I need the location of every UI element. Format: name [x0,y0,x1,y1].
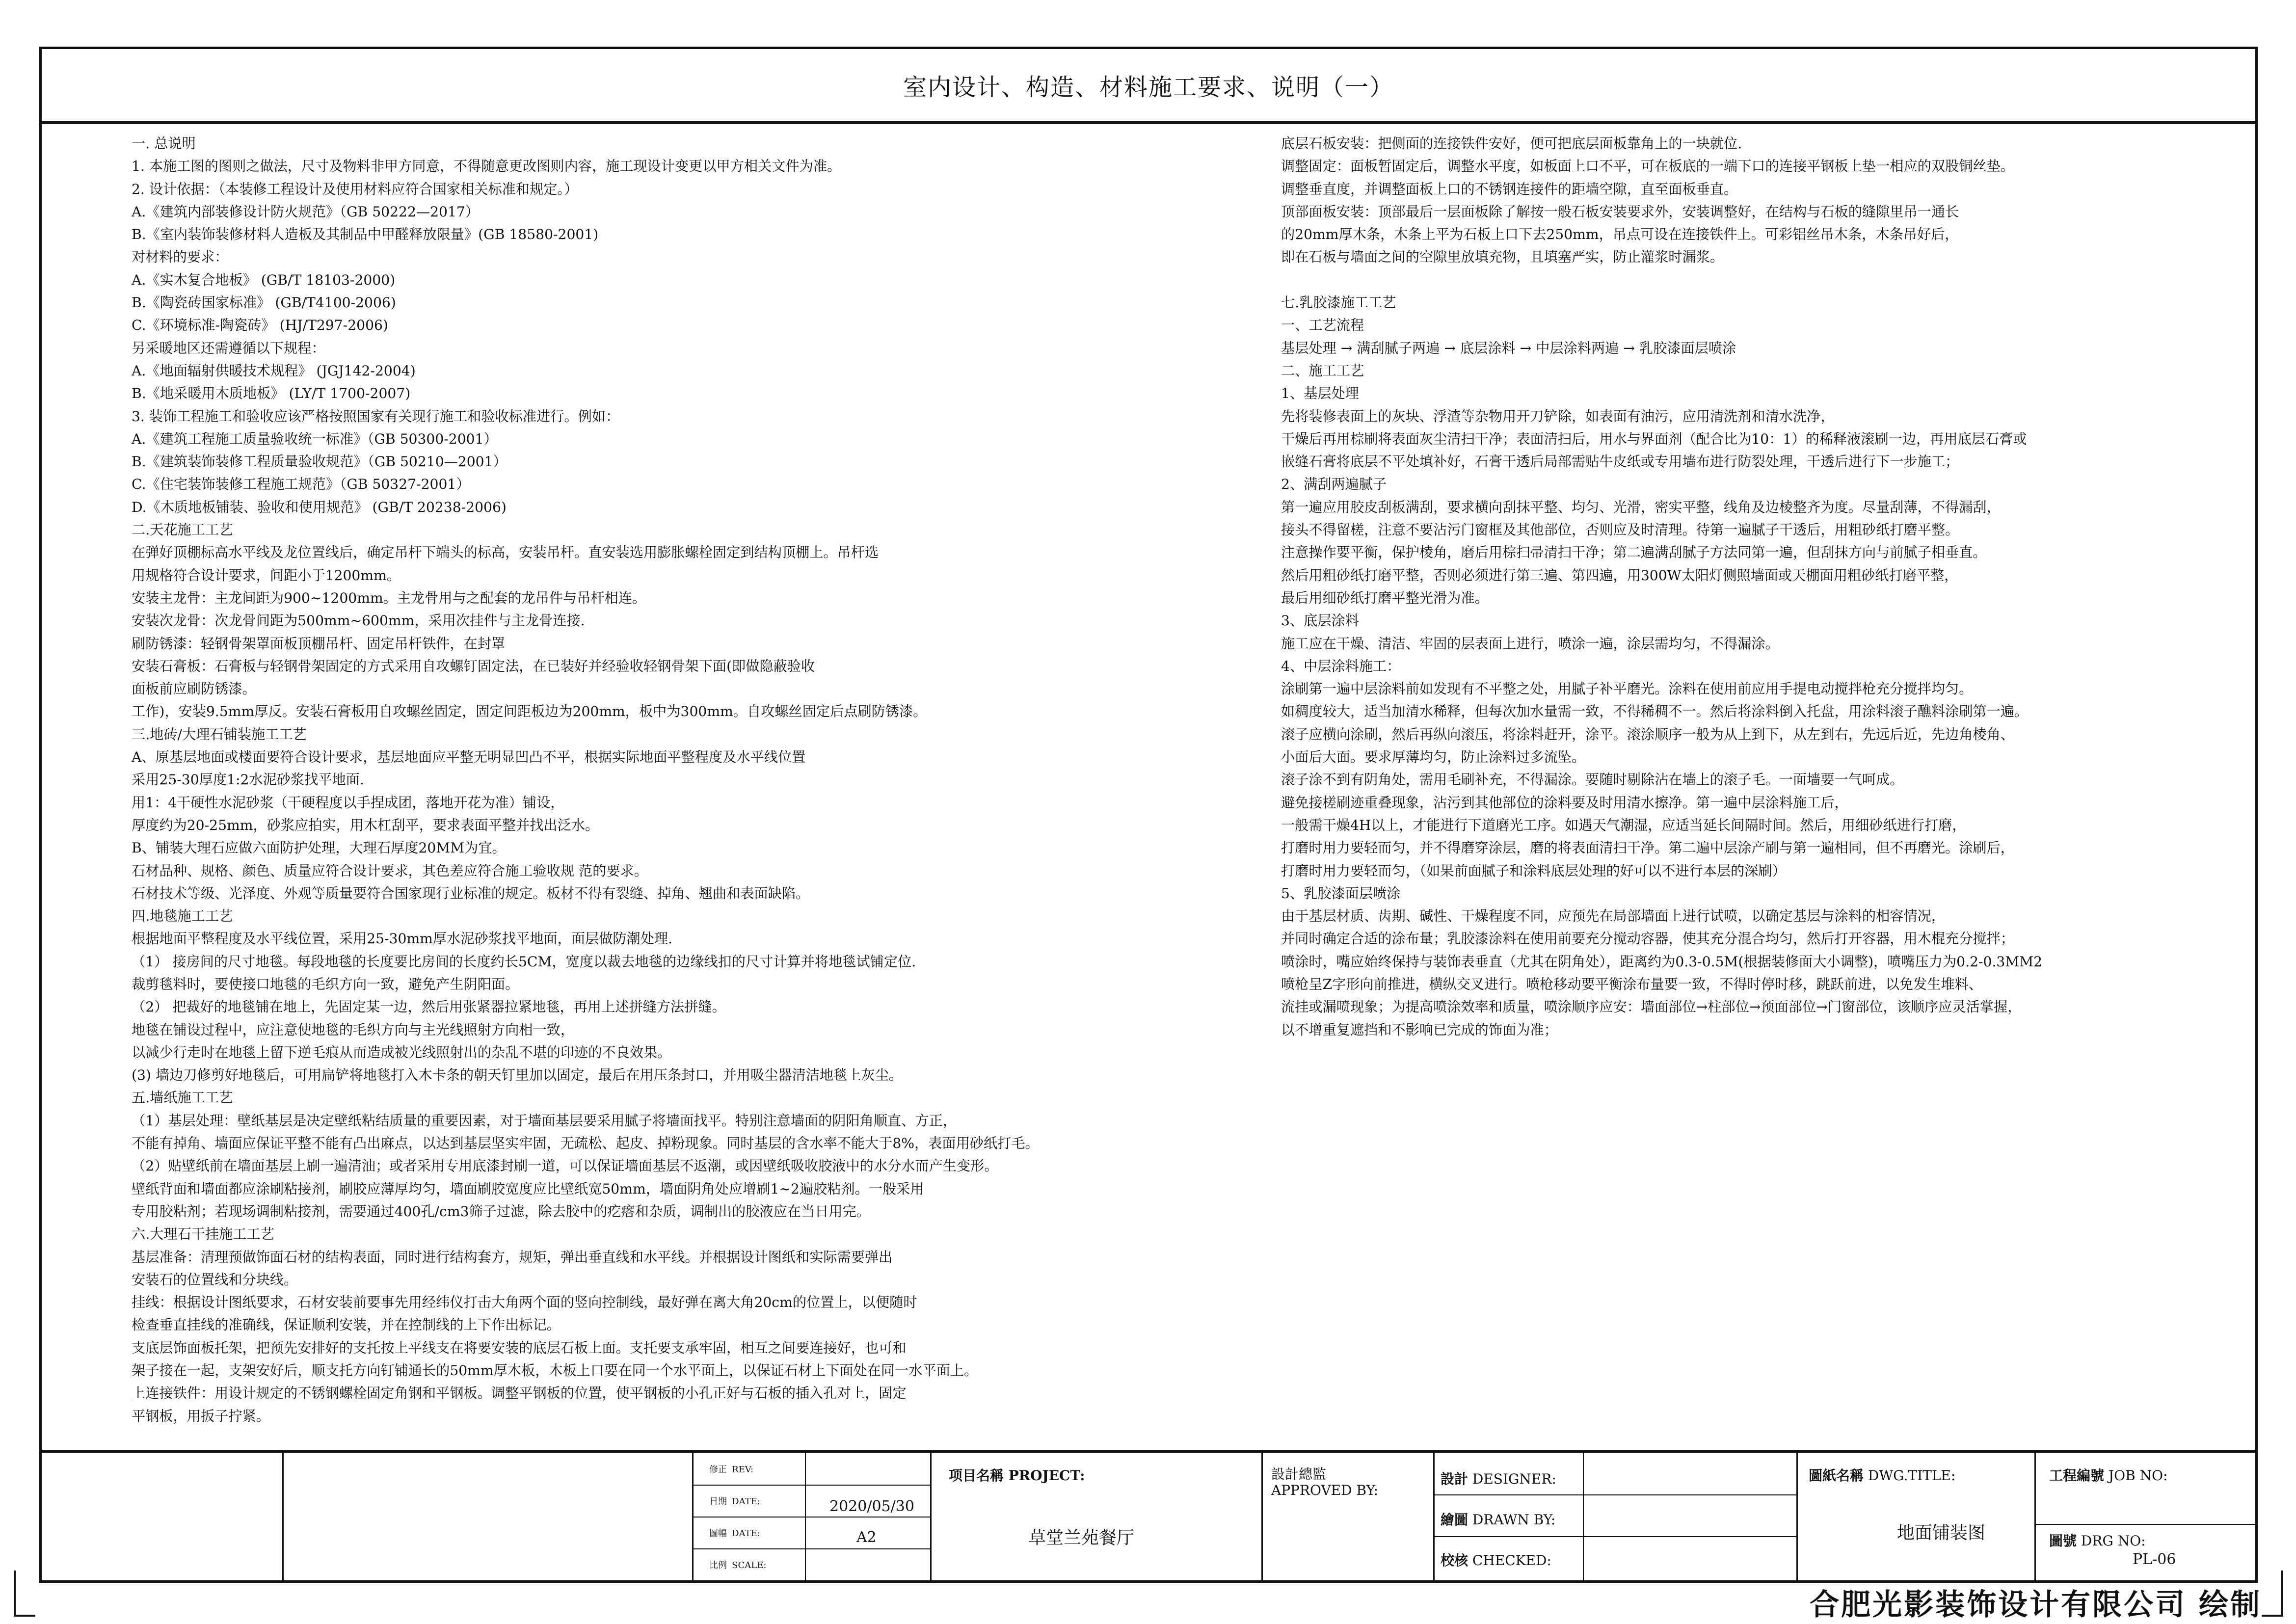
note-line: 六.大理石干挂施工工艺 [132,1226,274,1243]
title-band [42,49,2255,124]
note-line: 调整固定：面板暂固定后，调整水平度，如板面上口不平，可在板底的一端下口的连接平钢板上垫一相应的双股铜丝垫。 [1281,158,2014,175]
note-line: 1. 本施工图的图则之做法，尺寸及物料非甲方同意，不得随意更改图则内容，施工现设计变更以甲方相关文件为准。 [132,158,841,175]
note-line: 基层处理 → 满刮腻子两遍 → 底层涂料 → 中层涂料两遍 → 乳胶漆面层喷涂 [1281,340,1736,356]
note-line: 挂线：根据设计图纸要求，石材安装前要事先用经纬仪打击大角两个面的竖向控制线，最好弹在离大角20cm的位置上，以便随时 [132,1294,917,1311]
note-line: 安装石膏板：石膏板与轻钢骨架固定的方式采用自攻螺钉固定法，在已装好并经验收轻钢骨架下面(即做隐蔽验收 [132,658,815,674]
rev-label: 修正 [709,1464,727,1475]
note-line: （2）贴壁纸前在墙面基层上刷一遍清油；或者采用专用底漆封刷一道，可以保证墙面基层不返潮，或因壁纸吸收胶液中的水分水而产生变形。 [132,1158,998,1174]
note-line: 用1：4干硬性水泥砂浆（干硬程度以手捏成团，落地开花为准）铺设， [132,794,564,811]
note-line: 最后用细砂纸打磨平整光滑为准。 [1281,589,1489,606]
note-line: 流挂或漏喷现象；为提高喷涂效率和质量，喷涂顺序应安：墙面部位→柱部位→预面部位→门窗部位，该顺序应灵活掌握， [1281,999,2022,1015]
note-line: （1）基层处理：壁纸基层是决定壁纸粘结质量的重要因素，对于墙面基层要采用腻子将墙面找平。特别注意墙面的阴阳角顺直、方正， [132,1112,957,1129]
note-line: 3. 装饰工程施工和验收应该严格按照国家有关现行施工和验收标准进行。例如： [132,408,620,425]
note-line: B.《建筑装饰装修工程质量验收规范》（GB 50210—2001） [132,453,507,470]
date-label: 日期 [709,1496,727,1507]
note-line: 检查垂直挂线的准确线，保证顺利安装，并在控制线的上下作出标记。 [132,1317,561,1333]
rev-label-en: REV: [732,1464,754,1475]
approved-label-en: APPROVED BY: [1271,1482,1378,1498]
note-line: 的20mm厚木条，木条上平为石板上口下去250mm，吊点可设在连接铁件上。可彩铝丝吊木条，木条吊好后， [1281,226,1959,243]
tb-divider [282,1453,284,1580]
checked-label: 校核 [1441,1552,1468,1569]
note-line: 七.乳胶漆施工工艺 [1281,294,1396,311]
dwg-title-label-en: DWG.TITLE: [1868,1467,1956,1484]
scale-label: 比例 [709,1560,727,1571]
note-line: 二、施工工艺 [1281,362,1364,379]
note-line: 根据地面平整程度及水平线位置，采用25-30mm厚水泥砂浆找平地面，面层做防潮处理. [132,931,673,947]
tb-rule [692,1548,930,1549]
date-label-en: DATE: [732,1496,760,1507]
note-line: 由于基层材质、齿期、碱性、干燥程度不同，应预先在局部墙面上进行试喷，以确定基层与涂料的相容情况， [1281,908,1946,925]
drawn-label-en: DRAWN BY: [1472,1512,1556,1528]
note-line: A.《建筑内部装修设计防火规范》（GB 50222—2017） [132,203,479,220]
designer-label: 設計 [1441,1471,1468,1487]
note-line: 涂刷第一遍中层涂料前如发现有不平整之处，用腻子补平磨光。涂料在使用前应用手提电动搅拌枪充分搅拌均匀。 [1281,681,1973,697]
dwg-no-label: 圖號 [2049,1533,2077,1549]
tb-divider [2034,1453,2036,1580]
note-line: 基层准备：清理预做饰面石材的结构表面，同时进行结构套方，规矩，弹出垂直线和水平线。并根据设计图纸和实际需要弹出 [132,1249,893,1265]
note-line: 一、工艺流程 [1281,317,1364,334]
note-line: 避免接槎刷迹重叠现象，沾污到其他部位的涂料要及时用清水擦净。第一遍中层涂料施工后， [1281,794,1848,811]
note-line: 面板前应刷防锈漆。 [132,681,256,697]
approved-label: 設計總監 [1271,1466,1327,1482]
note-line: 滚子应横向涂刷，然后再纵向滚压，将涂料赶开，涂平。滚涂顺序一般为从上到下，从左到右，先远后近，先边角棱角、 [1281,726,2014,743]
designer-label-en: DESIGNER: [1472,1471,1556,1487]
note-line: 2. 设计依据：（本装修工程设计及使用材料应符合国家相关标准和规定。） [132,181,578,197]
note-line: D.《木质地板铺装、验收和使用规范》 (GB/T 20238-2006) [132,499,507,515]
note-line: 裁剪毯料时，要使接口地毯的毛织方向一致，避免产生阴阳面。 [132,976,519,992]
note-line: 底层石板安装：把侧面的连接铁件安好，便可把底层面板靠角上的一块就位. [1281,135,1742,152]
note-line: 地毯在铺设过程中，应注意使地毯的毛织方向与主光线照射方向相一致， [132,1021,575,1038]
note-line: 石材品种、规格、颜色、质量应符合设计要求，其色差应符合施工验收规 范的要求。 [132,862,648,879]
note-line: 四.地毯施工工艺 [132,908,233,925]
sheet-value: A2 [856,1529,877,1546]
dwg-no-label-en: DRG NO: [2081,1533,2146,1549]
note-line: (3) 墙边刀修剪好地毯后，可用扁铲将地毯打入木卡条的朝天钉里加以固定，最后在用压条封口，并用吸尘器清洁地毯上灰尘。 [132,1067,903,1084]
note-line: 3、底层涂料 [1281,612,1359,629]
note-line: 一般需干燥4H以上，才能进行下道磨光工序。如遇天气潮湿，应适当延长间隔时间。然后，用细砂纸进行打磨， [1281,817,1966,833]
checked-label-en: CHECKED: [1472,1552,1551,1569]
tb-rule [692,1485,930,1486]
note-line: 另采暖地区还需遵循以下规程： [132,340,325,356]
note-line: 五.墙纸施工工艺 [132,1090,233,1106]
note-line: 壁纸背面和墙面都应涂刷粘接剂，刷胶应薄厚均匀，墙面刷胶宽度应比壁纸宽50mm，墙面阴角处应增刷1~2遍胶粘剂。一般采用 [132,1180,924,1197]
dwg-title-value: 地面铺装图 [1897,1523,1986,1543]
note-line: 二.天花施工工艺 [132,522,233,538]
scale-label-en: SCALE: [732,1560,767,1571]
drawn-label: 繪圖 [1441,1512,1468,1528]
tb-rule [692,1517,930,1518]
note-line: 安装次龙骨：次龙骨间距为500mm~600mm，采用次挂件与主龙骨连接. [132,612,585,629]
note-line: 喷枪呈Z字形向前推进，横纵交叉进行。喷枪移动要平衡涂布量要一致，不得时停时移，跳跃前进，以免发生堆料、 [1281,976,1982,992]
note-line: 一. 总说明 [132,135,196,152]
note-line: C.《环境标准-陶瓷砖》 (HJ/T297-2006) [132,317,388,334]
tb-divider [1583,1453,1584,1580]
note-line: 顶部面板安装：顶部最后一层面板除了解按一般石板安装要求外，安装调整好，在结构与石板的缝隙里吊一通长 [1281,203,1959,220]
note-line: 专用胶粘剂；若现场调制粘接剂，需要通过400孔/cm3筛子过滤，除去胶中的疙瘩和杂质，调制出的胶液应在当日用完。 [132,1203,870,1220]
note-line: 小面后大面。要求厚薄均匀，防止涂料过多流坠。 [1281,749,1586,766]
note-line: 工作)，安装9.5mm厚反。安装石膏板用自攻螺丝固定，固定间距板边为200mm，板中为300mm。自攻螺丝固定后点刷防锈漆。 [132,703,927,720]
note-line: A.《建筑工程施工质量验收统一标准》（GB 50300-2001） [132,430,498,447]
note-line: 采用25-30厚度1:2水泥砂浆找平地面. [132,772,364,788]
tb-rule [1433,1494,1796,1495]
notes-right-column [1281,133,2042,1041]
note-line: 即在石板与墙面之间的空隙里放填充物，且填塞严实，防止灌浆时漏浆。 [1281,249,1724,266]
note-line: （2） 把裁好的地毯铺在地上，先固定某一边，然后用张紧器拉紧地毯，再用上述拼缝方法拼缝。 [132,999,726,1015]
corner-mark [2262,1571,2283,1617]
job-label-en: JOB NO: [2108,1467,2168,1484]
tb-divider [1261,1453,1263,1580]
note-line: A.《地面辐射供暖技术规程》 (JGJ142-2004) [132,362,416,379]
company-credit: 合肥光影装饰设计有限公司 绘制 [1810,1588,2262,1622]
sheet-label-en: DATE: [732,1528,760,1539]
note-line: 厚度约为20-25mm，砂浆应拍实，用木杠刮平，要求表面平整并找出泛水。 [132,817,599,833]
note-line: B.《地采暖用木质地板》 (LY/T 1700-2007) [132,385,411,402]
note-line: 支底层饰面板托架，把预先安排好的支托按上平线支在将要安装的底层石板上面。支托要支承牢固，相互之间要连接好，也可和 [132,1339,907,1356]
note-line: 以不增重复遮挡和不影响已完成的饰面为准； [1281,1021,1558,1038]
note-line: 上连接铁件：用设计规定的不锈钢螺栓固定角钢和平钢板。调整平钢板的位置，使平钢板的小孔正好与石板的插入孔对上，固定 [132,1385,907,1402]
note-line: 施工应在干燥、清洁、牢固的层表面上进行，喷涂一遍，涂层需均匀，不得漏涂。 [1281,635,1779,652]
note-line: 打磨时用力要轻而匀，（如果前面腻子和涂料底层处理的好可以不进行本层的深刷） [1281,862,1786,879]
project-label: 项目名稱 PROJECT: [949,1467,1085,1484]
dwg-title-label: 圖紙名稱 [1809,1467,1864,1484]
note-line: 安装石的位置线和分块线。 [132,1271,298,1288]
note-line: 2、满刮两遍腻子 [1281,476,1387,493]
project-name: 草堂兰苑餐厅 [1028,1528,1135,1548]
note-line: 在弹好顶棚标高水平线及龙位置线后，确定吊杆下端头的标高，安装吊杆。直安装选用膨胀螺栓固定到结构顶棚上。吊杆选 [132,544,879,561]
note-line: B.《室内装饰装修材料人造板及其制品中甲醛释放限量》(GB 18580-2001) [132,226,599,243]
note-line: 注意操作要平衡，保护棱角，磨后用棕扫帚清扫干净；第二遍满刮腻子方法同第一遍，但刮抹方向与前腻子相垂直。 [1281,544,1987,561]
job-label: 工程編號 [2049,1467,2105,1484]
note-line: 刷防锈漆：轻钢骨架罩面板顶棚吊杆、固定吊杆铁件，在封罩 [132,635,506,652]
note-line: C.《住宅装饰装修工程施工规范》（GB 50327-2001） [132,476,470,493]
note-line: 用规格符合设计要求，间距小于1200mm。 [132,567,401,584]
note-line: 如稠度较大，适当加清水稀释，但每次加水量需一致，不得稀稠不一。然后将涂料倒入托盘，用涂料滚子醮料涂刷第一遍。 [1281,703,2029,720]
tb-rule [2034,1524,2255,1525]
note-line: 滚子涂不到有阴角处，需用毛刷补充，不得漏涂。要随时剔除沾在墙上的滚子毛。一面墙要一气呵成。 [1281,772,1904,788]
note-line: 对材料的要求： [132,249,229,266]
note-line: 干燥后再用棕刷将表面灰尘清扫干净；表面清扫后，用水与界面剂（配合比为10：1）的稀释液滚刷一边，再用底层石膏或 [1281,430,2027,447]
note-line: 平钢板，用扳子拧紧。 [132,1408,270,1424]
note-line: B、铺装大理石应做六面防护处理，大理石厚度20MM为宜。 [132,840,506,856]
note-line: 调整垂直度，并调整面板上口的不锈钢连接件的距墙空隙，直至面板垂直。 [1281,181,1738,197]
dwg-no-value: PL-06 [2133,1551,2176,1568]
note-line: 嵌缝石膏将底层不平处填补好，石膏干透后局部需贴牛皮纸或专用墙布进行防裂处理，干透后进行下一步施工； [1281,453,1959,470]
note-line: 并同时确定合适的涂布量；乳胶漆涂料在使用前要充分搅动容器，使其充分混合均匀，然后打开容器，用木棍充分搅拌； [1281,931,2014,947]
note-line: 接头不得留槎，注意不要沾污门窗框及其他部位，否则应及时清理。待第一遍腻子干透后，用粗砂纸打磨平整。 [1281,522,1959,538]
tb-divider [1433,1453,1435,1580]
note-line: 先将装修表面上的灰块、浮渣等杂物用开刀铲除，如表面有油污，应用清洗剂和清水洗净， [1281,408,1835,425]
note-line: 三.地砖/大理石铺装施工工艺 [132,726,307,743]
note-line: B.《陶瓷砖国家标准》 (GB/T4100-2006) [132,294,396,311]
sheet-label: 圖幅 [709,1528,727,1539]
date-value: 2020/05/30 [829,1498,914,1515]
note-line: 4、中层涂料施工： [1281,658,1401,674]
note-line: 然后用粗砂纸打磨平整，否则必须进行第三遍、第四遍，用300W太阳灯侧照墙面或天棚面用粗砂纸打磨平整， [1281,567,1958,584]
tb-divider [1796,1453,1798,1580]
note-line: 喷涂时，嘴应始终保持与装饰表垂直（尤其在阴角处），距离约为0.3-0.5M(根据装修面大小调整)，喷嘴压力为0.2-0.3MM2 [1281,953,2043,970]
note-line: 1、基层处理 [1281,385,1359,402]
corner-mark [14,1571,35,1617]
page-title: 室内设计、构造、材料施工要求、说明（一） [903,74,1394,101]
tb-divider [930,1453,932,1580]
note-line [1281,269,2042,292]
note-line: 架子接在一起，支架安好后，顺支托方向钉铺通长的50mm厚木板，木板上口要在同一个水平面上，以保证石材上下面处在同一水平面上。 [132,1362,978,1379]
note-line: A、原基层地面或楼面要符合设计要求，基层地面应平整无明显凹凸不平，根据实际地面平整程度及水平线位置 [132,749,806,766]
note-line: （1） 接房间的尺寸地毯。每段地毯的长度要比房间的长度约长5CM，宽度以裁去地毯的边缘线扣的尺寸计算并将地毯试铺定位. [132,953,916,970]
note-line: 安装主龙骨：主龙间距为900~1200mm。主龙骨用与之配套的龙吊件与吊杆相连。 [132,589,646,606]
note-line: 以减少行走时在地毯上留下逆毛痕从而造成被光线照射出的杂乱不堪的印迹的不良效果。 [132,1044,671,1061]
notes-left-column [132,133,1039,1428]
note-line: 打磨时用力要轻而匀，并不得磨穿涂层，磨的将表面清扫干净。第二遍中层涂产刷与第一遍相同，但不再磨光。涂刷后， [1281,840,2014,856]
note-line: 5、乳胶漆面层喷涂 [1281,885,1401,902]
tb-rule [1433,1536,1796,1537]
note-line: A.《实木复合地板》 (GB/T 18103-2000) [132,271,396,288]
note-line: 石材技术等级、光泽度、外观等质量要符合国家现行业标准的规定。板材不得有裂缝、掉角、翘曲和表面缺陷。 [132,885,810,902]
note-line: 第一遍应用胶皮刮板满刮，要求横向刮抹平整、均匀、光滑，密实平整，线角及边棱整齐为度。尽量刮薄，不得漏刮， [1281,499,2001,515]
title-block [42,1450,2255,1580]
note-line: 不能有掉角、墙面应保证平整不能有凸出麻点，以达到基层坚实牢固，无疏松、起皮、掉粉现象。同时基层的含水率不能大于8%，表面用砂纸打毛。 [132,1135,1039,1152]
